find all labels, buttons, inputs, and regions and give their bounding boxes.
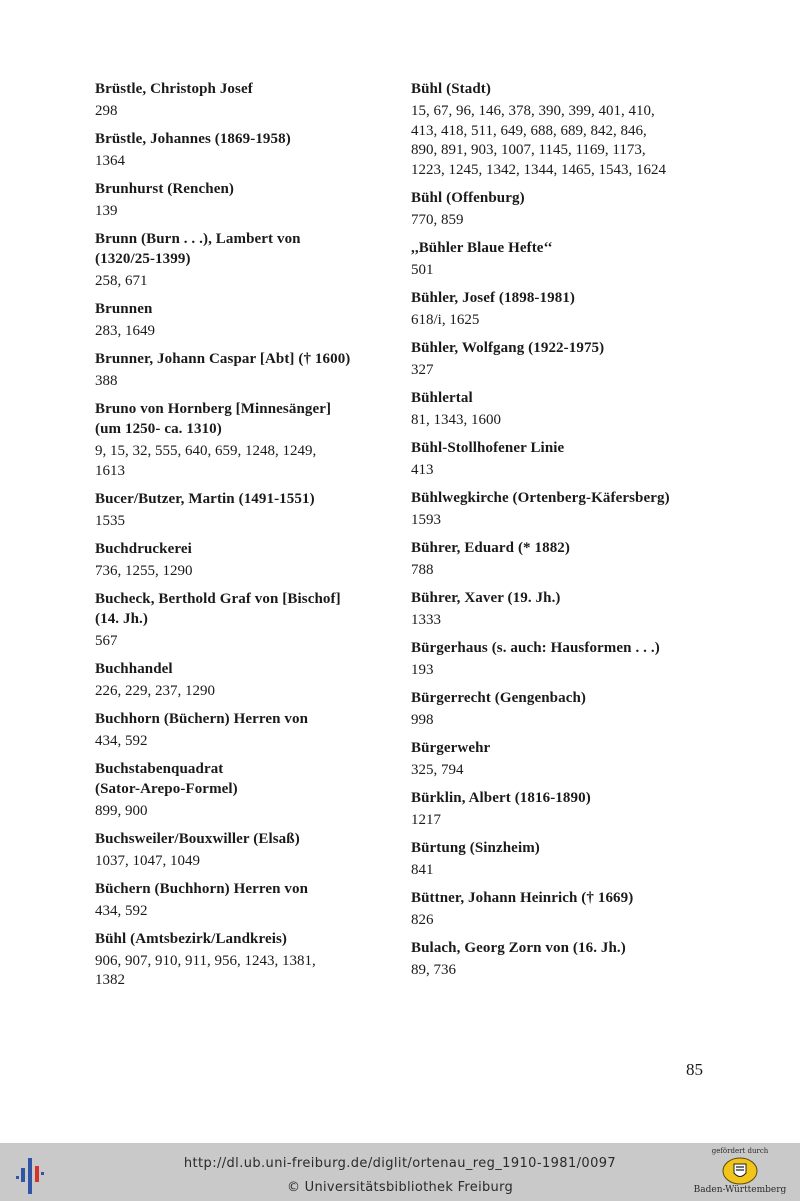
page-reference-line: 788: [411, 561, 434, 578]
copyright-notice: © Universitätsbibliothek Freiburg: [286, 1180, 514, 1195]
index-term-line: Bürgerwehr: [411, 739, 491, 756]
page-reference-line: 325, 794: [411, 761, 464, 778]
index-term-line: Bucheck, Berthold Graf von [Bischof]: [95, 590, 341, 607]
index-term: [95, 489, 390, 509]
page-references: [411, 661, 721, 681]
page-references: [411, 861, 721, 881]
page-reference-line: 258, 671: [95, 273, 148, 289]
page-reference-line: 81, 1343, 1600: [411, 411, 501, 428]
index-term-line: Brüstle, Christoph Josef: [95, 81, 253, 97]
page-reference-line: 1223, 1245, 1342, 1344, 1465, 1543, 1624: [411, 161, 666, 178]
page-reference-line: 15, 67, 96, 146, 378, 390, 399, 401, 410,: [411, 103, 655, 119]
index-entry: [411, 188, 721, 231]
index-term: [411, 79, 721, 99]
page-references: [411, 711, 721, 731]
page-reference-line: 841: [411, 861, 434, 878]
index-term: [95, 589, 390, 629]
page-reference-line: 890, 891, 903, 1007, 1145, 1169, 1173,: [411, 142, 646, 158]
index-entry: [95, 229, 390, 292]
footer-bar: [0, 1143, 800, 1201]
index-entry: [95, 179, 390, 222]
index-term: [411, 488, 721, 508]
index-entry: [95, 129, 390, 172]
page-reference-line: 89, 736: [411, 961, 456, 978]
index-entry: [411, 388, 721, 431]
index-term: [411, 638, 721, 658]
index-term: [411, 188, 721, 208]
index-term-line: Bühlertal: [411, 389, 473, 406]
page-reference-line: 298: [95, 103, 118, 119]
page-references: [411, 102, 721, 180]
page-references: [95, 732, 390, 752]
index-entry: [95, 399, 390, 481]
page-references: [95, 512, 390, 532]
index-entry: [95, 659, 390, 702]
page-references: [95, 902, 390, 922]
index-term: [411, 538, 721, 558]
index-entry: [411, 788, 721, 831]
page-reference-line: 899, 900: [95, 802, 148, 819]
index-term: [95, 299, 390, 319]
sponsor-top-text: gefördert durch: [711, 1147, 769, 1155]
index-term-line: Bucer/Butzer, Martin (1491-1551): [95, 490, 315, 507]
index-entry: [95, 589, 390, 652]
index-term-line: Buchdruckerei: [95, 540, 192, 557]
page-reference-line: 434, 592: [95, 732, 148, 749]
page-references: [95, 372, 390, 392]
page-reference-line: 226, 229, 237, 1290: [95, 682, 215, 699]
page-references: [95, 852, 390, 872]
page-reference-line: 139: [95, 203, 118, 219]
index-term-line: Bühl (Offenburg): [411, 189, 525, 206]
page-references: [411, 461, 721, 481]
page-reference-line: 9, 15, 32, 555, 640, 659, 1248, 1249,: [95, 443, 317, 459]
index-term: [411, 888, 721, 908]
index-entry: [411, 238, 721, 281]
page-references: [411, 511, 721, 531]
page-reference-line: 1333: [411, 611, 441, 628]
index-term: [95, 659, 390, 679]
page-reference-line: 998: [411, 711, 434, 728]
page-reference-line: 826: [411, 911, 434, 928]
page-reference-line: 501: [411, 261, 434, 278]
index-entry: [95, 759, 390, 822]
index-column-left: [95, 79, 390, 998]
page-reference-line: 388: [95, 373, 118, 389]
page-references: [95, 562, 390, 582]
index-entry: [411, 588, 721, 631]
page-references: [411, 961, 721, 981]
index-entry: [411, 538, 721, 581]
index-term: [411, 938, 721, 958]
baden-wuerttemberg-seal-icon: [720, 1156, 760, 1186]
index-entry: [411, 688, 721, 731]
page-references: [411, 361, 721, 381]
index-term-line: Bührer, Eduard (* 1882): [411, 539, 570, 556]
index-term-line: (14. Jh.): [95, 610, 148, 627]
index-term-line: Bulach, Georg Zorn von (16. Jh.): [411, 939, 626, 956]
sponsor-logo: [690, 1147, 790, 1199]
index-term-line: Buchsweiler/Bouxwiller (Elsaß): [95, 830, 300, 847]
page-references: [95, 202, 390, 222]
index-term-line: ,,Bühler Blaue Hefte‘‘: [411, 239, 553, 256]
index-entry: [411, 738, 721, 781]
page-references: [411, 211, 721, 231]
index-term-line: Bührer, Xaver (19. Jh.): [411, 589, 561, 606]
index-term-line: Büttner, Johann Heinrich († 1669): [411, 889, 634, 906]
page-references: [95, 952, 390, 991]
index-term: [411, 688, 721, 708]
index-term: [411, 238, 721, 258]
index-entry: [95, 349, 390, 392]
index-entry: [95, 299, 390, 342]
index-entry: [95, 829, 390, 872]
page-reference-line: 413, 418, 511, 649, 688, 689, 842, 846,: [411, 122, 647, 139]
index-term: [411, 788, 721, 808]
index-entry: [411, 79, 721, 180]
page-references: [95, 272, 390, 292]
page-references: [411, 911, 721, 931]
page-reference-line: 1037, 1047, 1049: [95, 852, 200, 869]
index-term-line: (1320/25-1399): [95, 251, 191, 267]
index-term: [411, 838, 721, 858]
page-references: [411, 811, 721, 831]
page-reference-line: 434, 592: [95, 902, 148, 919]
index-term-line: Buchstabenquadrat: [95, 760, 224, 777]
index-term-line: Brüstle, Johannes (1869-1958): [95, 131, 291, 147]
index-term: [95, 759, 390, 799]
page-reference-line: 283, 1649: [95, 323, 155, 339]
index-term-line: Bürgerrecht (Gengenbach): [411, 689, 587, 706]
index-term-line: Bürklin, Albert (1816-1890): [411, 789, 591, 806]
index-entry: [95, 879, 390, 922]
page-references: [411, 561, 721, 581]
page-reference-line: 1382: [95, 972, 125, 988]
index-entry: [411, 638, 721, 681]
page-reference-line: 770, 859: [411, 211, 464, 228]
index-term-line: Büchern (Buchhorn) Herren von: [95, 880, 309, 897]
index-term-line: Brunnen: [95, 301, 153, 317]
index-term-line: Bürtung (Sinzheim): [411, 839, 540, 856]
index-term: [95, 229, 390, 269]
index-term: [411, 288, 721, 308]
index-term: [95, 709, 390, 729]
page-reference-line: 327: [411, 361, 434, 378]
page-number: 85: [686, 1060, 703, 1079]
index-entry: [411, 288, 721, 331]
page-reference-line: 736, 1255, 1290: [95, 562, 193, 579]
index-term: [95, 879, 390, 899]
index-entry: [411, 838, 721, 881]
page-reference-line: 618/i, 1625: [411, 311, 480, 328]
page-reference-line: 413: [411, 461, 434, 478]
page-references: [411, 311, 721, 331]
page-references: [95, 152, 390, 172]
index-term: [95, 79, 390, 99]
page-references: [95, 442, 390, 481]
index-term: [95, 179, 390, 199]
index-term-line: Brunhurst (Renchen): [95, 181, 234, 197]
index-entry: [411, 488, 721, 531]
page-reference-line: 1593: [411, 511, 441, 528]
page-reference-line: 567: [95, 632, 118, 649]
index-term-line: Bürgerhaus (s. auch: Hausformen . . .): [411, 639, 660, 656]
page-references: [95, 682, 390, 702]
index-term-line: Bühl (Amtsbezirk/Landkreis): [95, 930, 288, 947]
index-term-line: (um 1250- ca. 1310): [95, 421, 222, 437]
index-term-line: Buchhandel: [95, 660, 173, 677]
page-references: [95, 632, 390, 652]
page-reference-line: 193: [411, 661, 434, 678]
index-term: [95, 929, 390, 949]
index-term: [411, 588, 721, 608]
page-reference-line: 1364: [95, 153, 125, 169]
index-entry: [411, 438, 721, 481]
page-references: [411, 761, 721, 781]
index-term: [411, 338, 721, 358]
page-references: [411, 261, 721, 281]
sponsor-bottom-text: Baden-Württemberg: [693, 1185, 787, 1195]
index-term-line: Buchhorn (Büchern) Herren von: [95, 710, 309, 727]
index-entry: [95, 539, 390, 582]
page-references: [95, 322, 390, 342]
index-entry: [95, 489, 390, 532]
index-term: [411, 438, 721, 458]
index-term: [95, 349, 390, 369]
index-term-line: Bruno von Hornberg [Minnesänger]: [95, 401, 332, 417]
index-entry: [411, 938, 721, 981]
page-reference-line: 906, 907, 910, 911, 956, 1243, 1381,: [95, 952, 316, 969]
index-entry: [95, 709, 390, 752]
page-references: [411, 411, 721, 431]
page-reference-line: 1217: [411, 811, 441, 828]
index-term-line: Bühler, Wolfgang (1922-1975): [411, 339, 605, 356]
index-term-line: Brunner, Johann Caspar [Abt] († 1600): [95, 351, 351, 367]
index-term: [411, 388, 721, 408]
index-term-line: Bühler, Josef (1898-1981): [411, 289, 576, 306]
page-reference-line: 1535: [95, 512, 125, 529]
index-term-line: Brunn (Burn . . .), Lambert von: [95, 231, 301, 247]
index-term: [95, 829, 390, 849]
index-term: [411, 738, 721, 758]
index-term-line: Bühlwegkirche (Ortenberg-Käfersberg): [411, 489, 670, 506]
index-term-line: Bühl-Stollhofener Linie: [411, 439, 565, 456]
index-term: [95, 399, 390, 439]
index-term-line: (Sator-Arepo-Formel): [95, 780, 238, 797]
source-url[interactable]: http://dl.ub.uni-freiburg.de/diglit/ortenau_reg_1910-1981/0097: [183, 1156, 617, 1171]
index-entry: [411, 888, 721, 931]
index-term: [95, 539, 390, 559]
index-entry: [95, 79, 390, 122]
page-references: [411, 611, 721, 631]
index-column-right: [411, 79, 721, 988]
page-references: [95, 102, 390, 122]
page-references: [95, 802, 390, 822]
index-entry: [411, 338, 721, 381]
index-term: [95, 129, 390, 149]
index-entry: [95, 929, 390, 991]
page-reference-line: 1613: [95, 462, 125, 479]
index-term-line: Bühl (Stadt): [411, 81, 491, 97]
